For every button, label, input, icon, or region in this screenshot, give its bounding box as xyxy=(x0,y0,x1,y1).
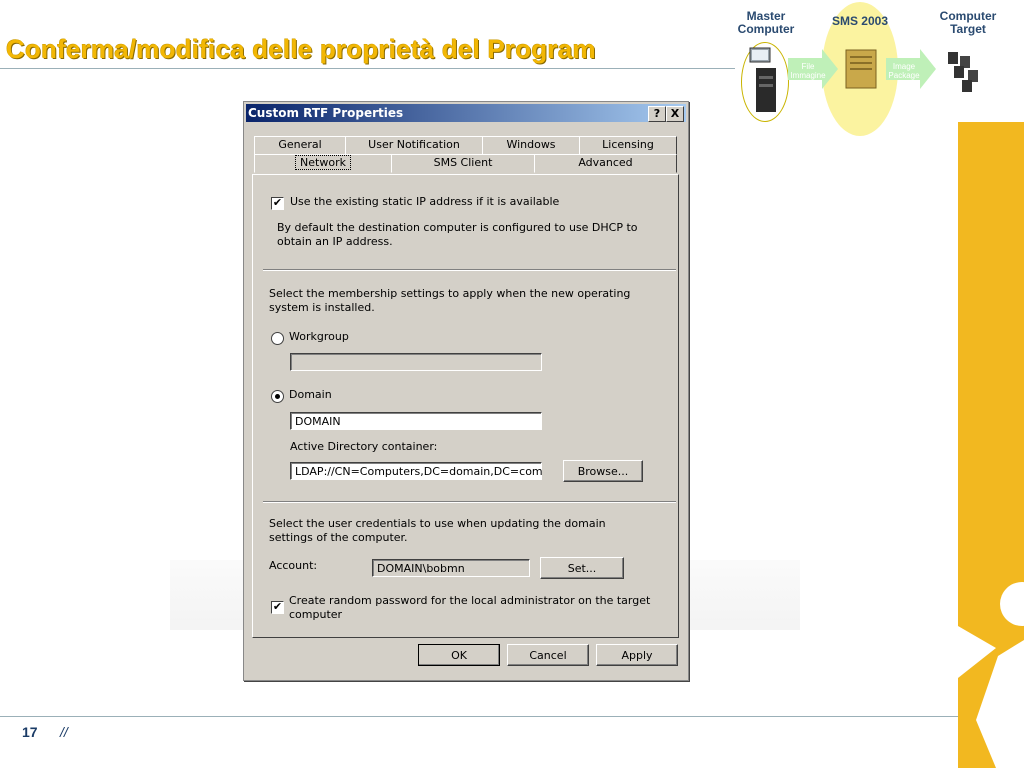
random-password-label[interactable]: Create random password for the local administrator on the target computer xyxy=(289,594,651,621)
cancel-button[interactable]: Cancel xyxy=(507,644,589,666)
tab-general[interactable]: General xyxy=(254,136,346,155)
ad-container-input[interactable]: LDAP://CN=Computers,DC=domain,DC=com xyxy=(290,462,542,480)
dhcp-note: By default the destination computer is configured to use DHCP to obtain an IP address. xyxy=(277,221,638,248)
account-label: Account: xyxy=(269,559,318,572)
apply-button[interactable]: Apply xyxy=(596,644,678,666)
tab-windows[interactable]: Windows xyxy=(482,136,580,155)
custom-rtf-properties-dialog xyxy=(243,101,689,681)
runner-logo-icon xyxy=(958,560,1024,768)
page-marker: // xyxy=(60,724,68,740)
workgroup-input[interactable] xyxy=(290,353,542,371)
tab-user-notification[interactable]: User Notification xyxy=(345,136,483,155)
separator-2 xyxy=(263,501,676,503)
membership-intro: Select the membership settings to apply when the new operating system is installed. xyxy=(269,287,631,314)
help-button[interactable]: ? xyxy=(648,106,666,122)
slide-title: Conferma/modifica delle proprietà del Program xyxy=(6,34,596,64)
separator-1 xyxy=(263,269,676,271)
tab-licensing[interactable]: Licensing xyxy=(579,136,677,155)
title-divider xyxy=(0,68,735,69)
workgroup-radio[interactable] xyxy=(271,332,284,345)
use-static-ip-label[interactable]: Use the existing static IP address if it is available xyxy=(290,195,560,208)
tab-advanced[interactable]: Advanced xyxy=(534,154,677,173)
random-password-checkbox[interactable]: ✔ xyxy=(272,600,283,613)
workgroup-label[interactable]: Workgroup xyxy=(289,330,349,343)
ok-button[interactable]: OK xyxy=(418,644,500,666)
credentials-intro: Select the user credentials to use when updating the domain settings of the computer. xyxy=(269,517,606,544)
browse-button[interactable]: Browse... xyxy=(563,460,643,482)
footer-divider xyxy=(0,716,958,717)
close-button[interactable]: X xyxy=(666,106,684,122)
dialog-titlebar[interactable] xyxy=(246,104,686,122)
domain-input[interactable]: DOMAIN xyxy=(290,412,542,430)
dialog-title: Custom RTF Properties xyxy=(248,106,404,120)
domain-label[interactable]: Domain xyxy=(289,388,332,401)
set-button[interactable]: Set... xyxy=(540,557,624,579)
tab-sms-client[interactable]: SMS Client xyxy=(391,154,535,173)
master-computer-label: Master Computer xyxy=(737,9,795,36)
sms-server-icon xyxy=(844,48,878,90)
ad-container-label: Active Directory container: xyxy=(290,440,438,453)
domain-radio[interactable] xyxy=(271,390,284,403)
computer-target-label: Computer Target xyxy=(939,9,997,36)
use-static-ip-checkbox[interactable]: ✔ xyxy=(272,196,283,209)
master-computer-icon xyxy=(748,46,782,116)
network-tab-panel xyxy=(252,174,679,638)
arrow-image-package-text: Image Package xyxy=(888,62,920,80)
arrow-file-image-text: File Immagine xyxy=(790,62,826,80)
tab-network-label: Network xyxy=(295,155,351,170)
target-computers-icon xyxy=(944,48,984,94)
account-input[interactable]: DOMAIN\bobmn xyxy=(372,559,530,577)
page-number: 17 xyxy=(22,724,38,740)
tab-network[interactable] xyxy=(254,154,392,173)
sms-label: SMS 2003 xyxy=(831,14,889,28)
